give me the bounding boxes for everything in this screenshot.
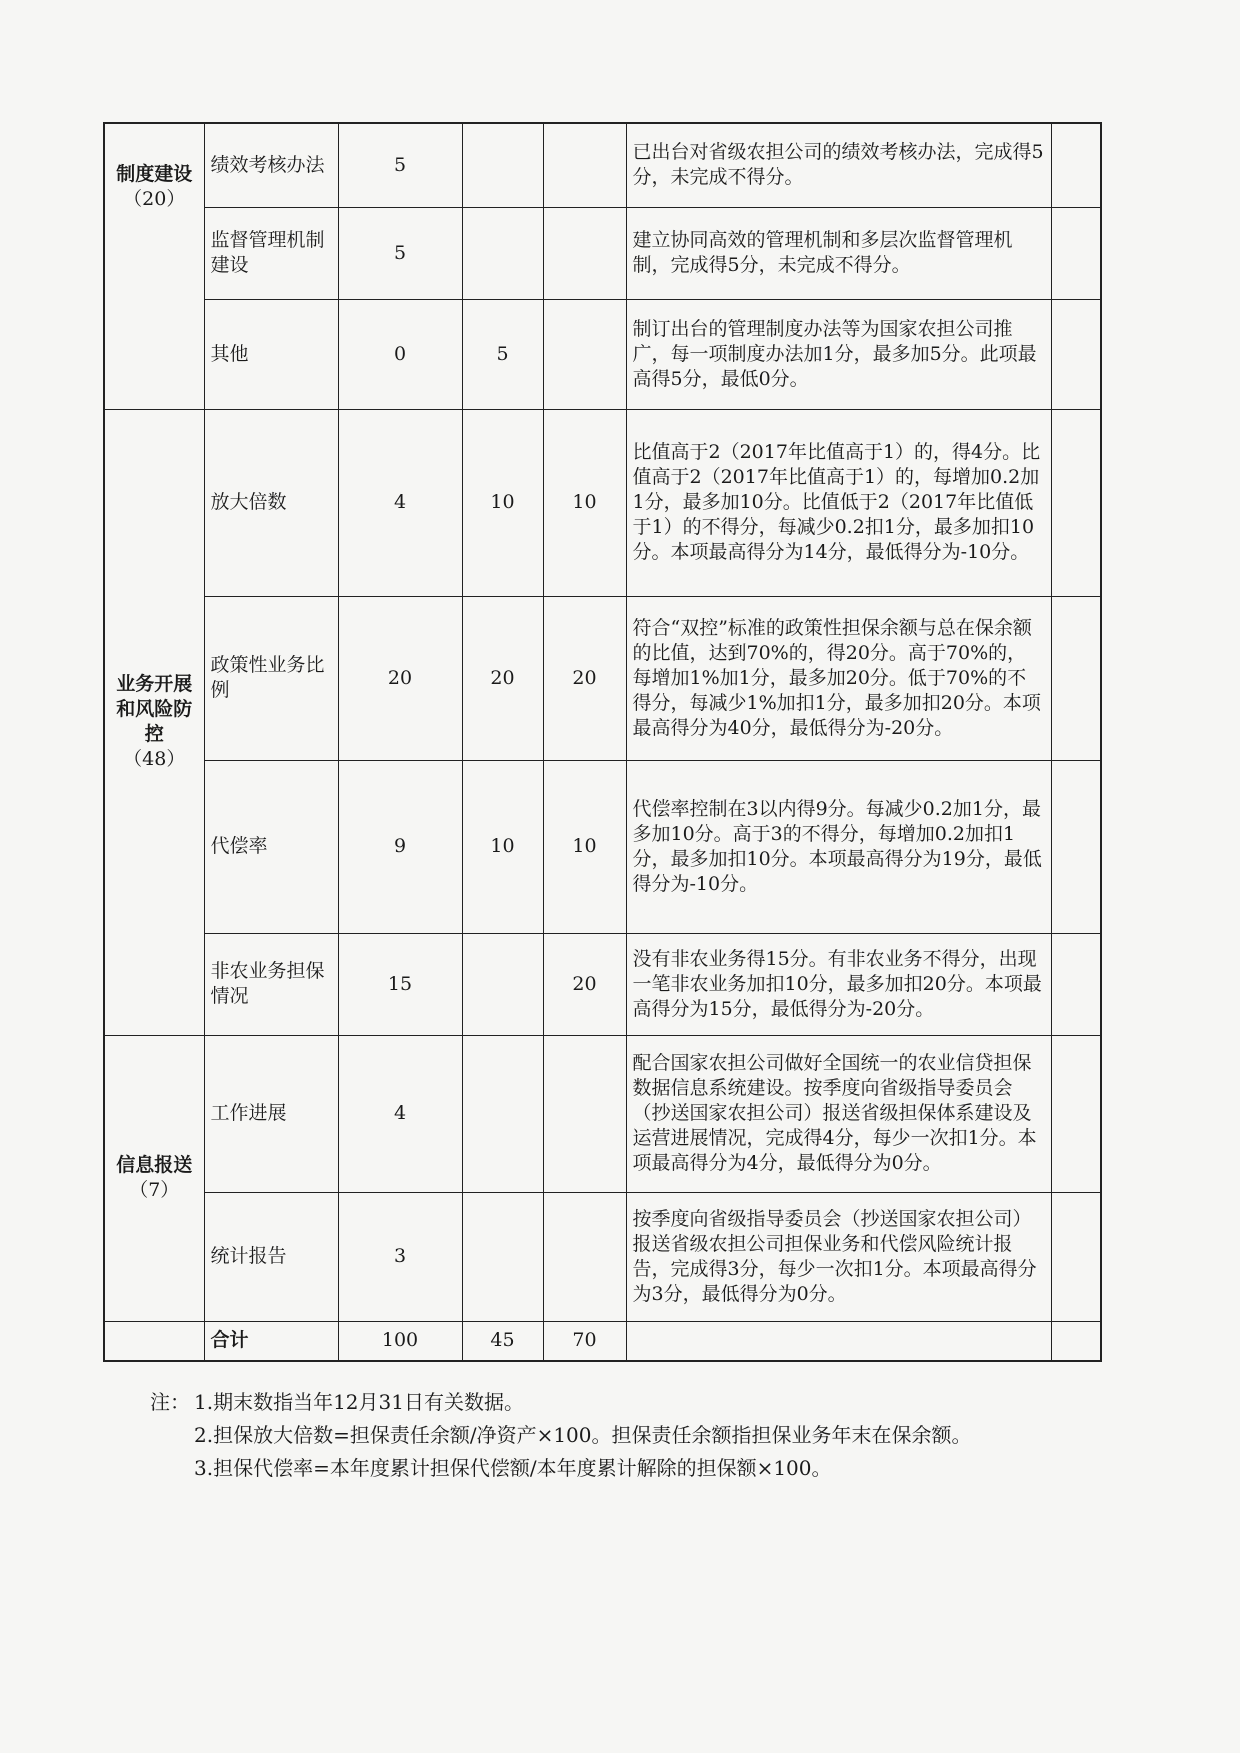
- deduct-score-cell: 10: [543, 409, 626, 596]
- rule-cell: 没有非农业务得15分。有非农业务不得分，出现一笔非农业务加扣10分，最多加扣20分。本项最高得分为15分，最低得分为-20分。: [626, 933, 1051, 1035]
- item-cell: 统计报告: [204, 1192, 338, 1321]
- base-score-cell: 20: [338, 596, 462, 760]
- bonus-score-cell: 10: [462, 409, 543, 596]
- deduct-score-cell: [543, 1192, 626, 1321]
- rule-cell: 已出台对省级农担公司的绩效考核办法，完成得5分，未完成不得分。: [626, 123, 1051, 207]
- base-score-cell: 9: [338, 760, 462, 933]
- total-row: [104, 1321, 1101, 1361]
- base-score-cell: 0: [338, 299, 462, 409]
- bonus-score-cell: 20: [462, 596, 543, 760]
- deduct-score-cell: 20: [543, 933, 626, 1035]
- footnote-line: [150, 1386, 972, 1419]
- note-cell: [1051, 760, 1101, 933]
- footnotes: [150, 1386, 972, 1485]
- footnote-item: 1.期末数指当年12月31日有关数据。: [194, 1390, 524, 1414]
- deduct-score-cell: 10: [543, 760, 626, 933]
- bonus-score-cell: [462, 123, 543, 207]
- total-base-score: 100: [338, 1321, 462, 1361]
- rule-cell: 代偿率控制在3以内得9分。每减少0.2加1分，最多加10分。高于3的不得分，每增加0.2加扣1分，最多加扣10分。本项最高得分为19分，最低得分为-10分。: [626, 760, 1051, 933]
- category-cell: [104, 1035, 204, 1321]
- category-label: 信息报送: [116, 1154, 193, 1176]
- table-row: [104, 1035, 1101, 1192]
- note-cell: [1051, 123, 1101, 207]
- total-blank-cell: [104, 1321, 204, 1361]
- bonus-score-cell: 10: [462, 760, 543, 933]
- base-score-cell: 5: [338, 123, 462, 207]
- category-weight: （48）: [123, 748, 186, 770]
- note-cell: [1051, 596, 1101, 760]
- bonus-score-cell: [462, 1192, 543, 1321]
- footnote-line: [150, 1419, 972, 1452]
- item-cell: 政策性业务比例: [204, 596, 338, 760]
- item-cell: 放大倍数: [204, 409, 338, 596]
- assessment-table: [103, 122, 1102, 1362]
- category-weight: （7）: [129, 1179, 180, 1201]
- category-label: 制度建设: [116, 163, 193, 185]
- item-cell: 其他: [204, 299, 338, 409]
- bonus-score-cell: [462, 1035, 543, 1192]
- rule-cell: 比值高于2（2017年比值高于1）的，得4分。比值高于2（2017年比值高于1）的，每增加0.2加1分，最多加10分。比值低于2（2017年比值低于1）的不得分，每减少0.2扣1分，最多加扣10分。本项最高得分为14分，最低得分为-10分。: [626, 409, 1051, 596]
- rule-cell: 制订出台的管理制度办法等为国家农担公司推广，每一项制度办法加1分，最多加5分。此项最高得5分，最低0分。: [626, 299, 1051, 409]
- category-label: 业务开展和风险防控: [116, 673, 193, 745]
- note-cell: [1051, 409, 1101, 596]
- category-cell: [104, 409, 204, 1035]
- total-note-cell: [1051, 1321, 1101, 1361]
- base-score-cell: 4: [338, 409, 462, 596]
- category-weight: （20）: [123, 188, 186, 210]
- bonus-score-cell: 5: [462, 299, 543, 409]
- base-score-cell: 5: [338, 207, 462, 299]
- deduct-score-cell: [543, 123, 626, 207]
- footnote-line: [150, 1452, 972, 1485]
- base-score-cell: 3: [338, 1192, 462, 1321]
- table-row: [104, 123, 1101, 207]
- note-cell: [1051, 207, 1101, 299]
- rule-cell: 建立协同高效的管理机制和多层次监督管理机制，完成得5分，未完成不得分。: [626, 207, 1051, 299]
- table-row: [104, 409, 1101, 596]
- rule-cell: 按季度向省级指导委员会（抄送国家农担公司）报送省级农担公司担保业务和代偿风险统计报告，完成得3分，每少一次扣1分。本项最高得分为3分，最低得分为0分。: [626, 1192, 1051, 1321]
- deduct-score-cell: [543, 299, 626, 409]
- table-row: [104, 1192, 1101, 1321]
- category-cell: [104, 123, 204, 409]
- total-deduct-score: 70: [543, 1321, 626, 1361]
- rule-cell: 符合“双控”标准的政策性担保余额与总在保余额的比值，达到70%的，得20分。高于70%的，每增加1%加1分，最多加20分。低于70%的不得分，每减少1%加扣1分，最多加扣20分。本项最高得分为40分，最低得分为-20分。: [626, 596, 1051, 760]
- item-cell: 代偿率: [204, 760, 338, 933]
- table-row: [104, 760, 1101, 933]
- deduct-score-cell: 20: [543, 596, 626, 760]
- table-row: [104, 933, 1101, 1035]
- item-cell: 绩效考核办法: [204, 123, 338, 207]
- deduct-score-cell: [543, 207, 626, 299]
- total-rule-cell: [626, 1321, 1051, 1361]
- footnote-item: 2.担保放大倍数=担保责任余额/净资产×100。担保责任余额指担保业务年末在保余额。: [194, 1423, 972, 1447]
- note-cell: [1051, 299, 1101, 409]
- total-bonus-score: 45: [462, 1321, 543, 1361]
- deduct-score-cell: [543, 1035, 626, 1192]
- bonus-score-cell: [462, 933, 543, 1035]
- footnote-lead: 注：: [150, 1390, 190, 1414]
- note-cell: [1051, 933, 1101, 1035]
- table-row: [104, 299, 1101, 409]
- item-cell: 监督管理机制建设: [204, 207, 338, 299]
- note-cell: [1051, 1035, 1101, 1192]
- base-score-cell: 4: [338, 1035, 462, 1192]
- total-label: 合计: [204, 1321, 338, 1361]
- bonus-score-cell: [462, 207, 543, 299]
- note-cell: [1051, 1192, 1101, 1321]
- item-cell: 非农业务担保情况: [204, 933, 338, 1035]
- item-cell: 工作进展: [204, 1035, 338, 1192]
- base-score-cell: 15: [338, 933, 462, 1035]
- table-row: [104, 207, 1101, 299]
- rule-cell: 配合国家农担公司做好全国统一的农业信贷担保数据信息系统建设。按季度向省级指导委员会（抄送国家农担公司）报送省级担保体系建设及运营进展情况，完成得4分，每少一次扣1分。本项最高得分为4分，最低得分为0分。: [626, 1035, 1051, 1192]
- footnote-item: 3.担保代偿率=本年度累计担保代偿额/本年度累计解除的担保额×100。: [194, 1456, 832, 1480]
- table-row: [104, 596, 1101, 760]
